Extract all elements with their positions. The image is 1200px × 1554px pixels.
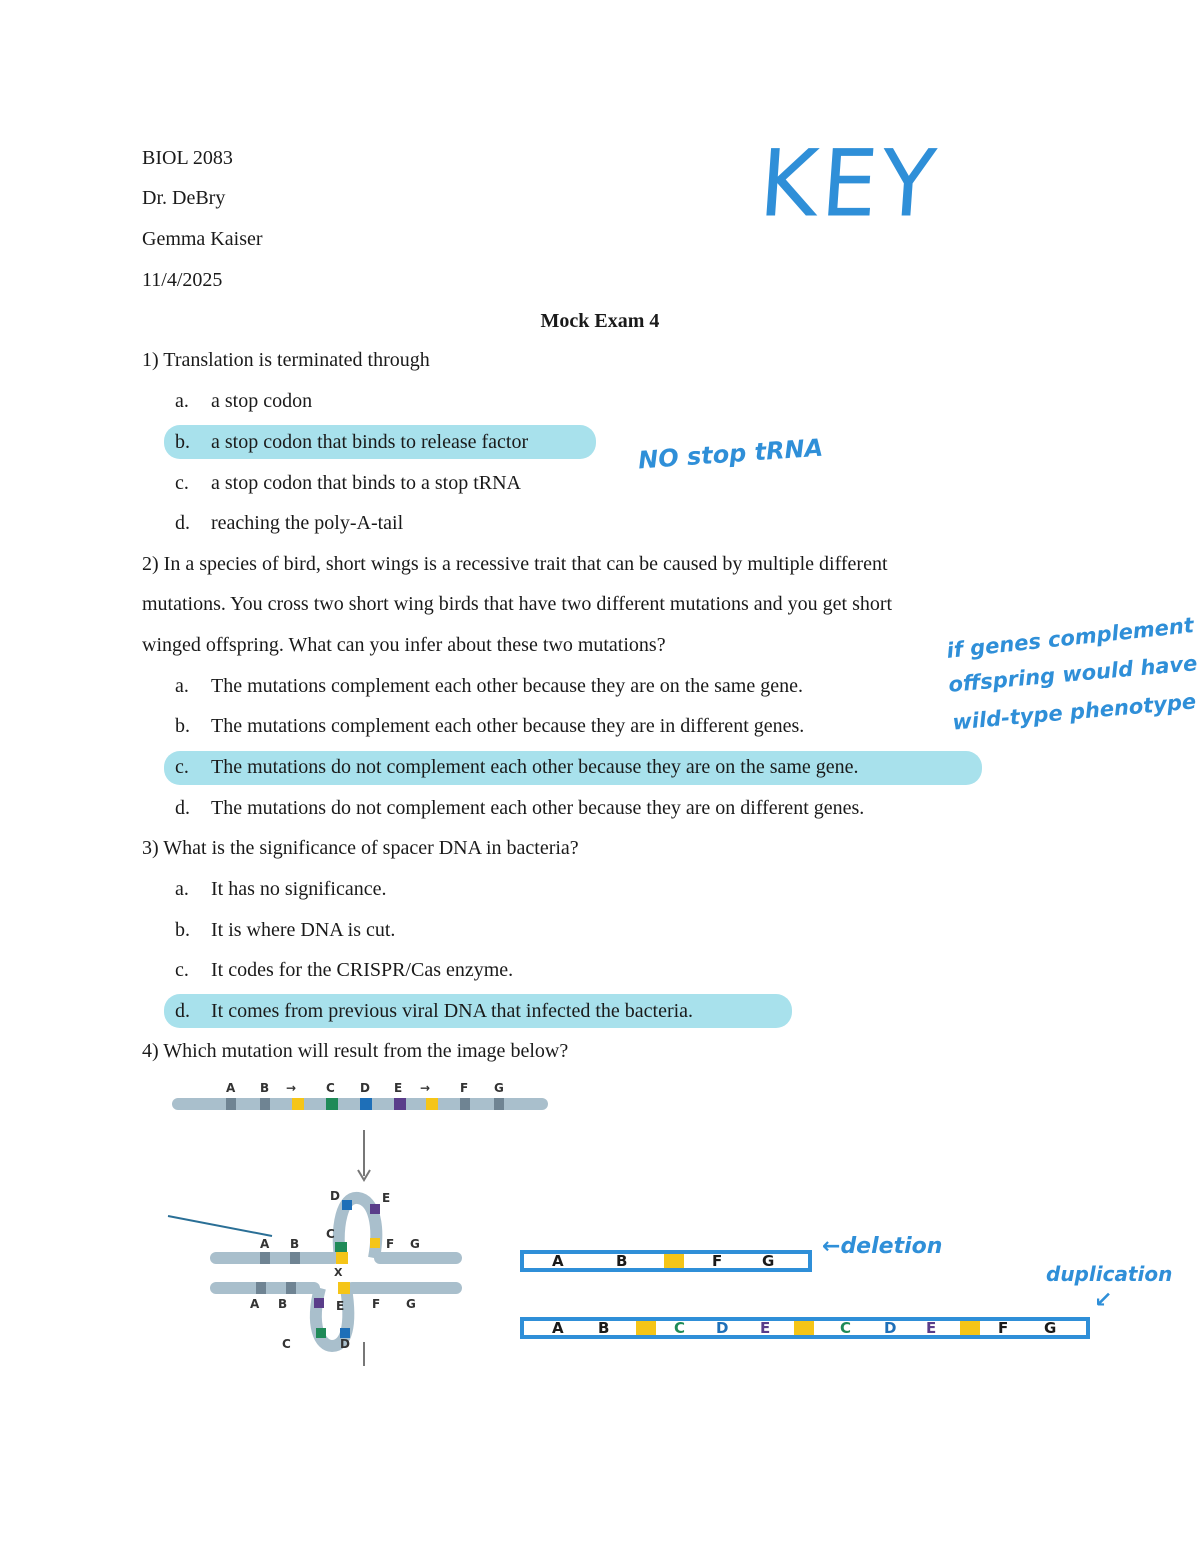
- upper-band-b: [290, 1252, 300, 1264]
- option-text: a stop codon that binds to a stop tRNA: [211, 472, 521, 494]
- dup-seg-a: A: [552, 1319, 564, 1337]
- lower-band-b: [286, 1282, 296, 1294]
- dup-yellow-2: [794, 1321, 814, 1335]
- question-2-prompt-line-3: winged offspring. What can you infer about these two mutations?: [142, 634, 666, 656]
- label-a: A: [226, 1081, 236, 1095]
- upper-label-b: B: [290, 1237, 300, 1251]
- crossover-x: X: [334, 1266, 343, 1279]
- question-2-prompt-line-2: mutations. You cross two short wing birds that have two different mutations and you get short: [142, 593, 893, 615]
- deletion-seg-a: A: [552, 1252, 564, 1270]
- duplication-label: duplication: [1046, 1262, 1173, 1286]
- deletion-seg-g: G: [762, 1252, 775, 1270]
- upper-label-e: E: [382, 1191, 391, 1205]
- option-text: The mutations do not complement each other because they are on different genes.: [211, 797, 865, 819]
- option-text: The mutations complement each other because they are in different genes.: [211, 715, 805, 737]
- option-letter: a.: [175, 390, 189, 412]
- question-2-prompt-line-1: 2) In a species of bird, short wings is a recessive trait that can be caused by multiple different: [142, 553, 888, 575]
- band-e: [394, 1098, 406, 1110]
- lower-chromosome-right: [346, 1282, 462, 1294]
- label-f: F: [460, 1081, 469, 1095]
- upper-label-g: G: [410, 1237, 420, 1251]
- option-text: It comes from previous viral DNA that infected the bacteria.: [211, 1000, 694, 1022]
- deletion-label-text: deletion: [840, 1234, 943, 1259]
- key-handwritten-mark: KEY: [756, 129, 943, 238]
- dup-seg-e2: E: [926, 1319, 937, 1337]
- lower-band-a: [256, 1282, 266, 1294]
- arrow-2-icon: →: [420, 1081, 431, 1095]
- dup-seg-g: G: [1044, 1319, 1057, 1337]
- q1-handwritten-note: NO stop tRNA: [637, 433, 825, 475]
- band-c: [326, 1098, 338, 1110]
- dup-seg-f: F: [998, 1319, 1009, 1337]
- option-letter: c.: [175, 959, 189, 981]
- option-text: reaching the poly-A-tail: [211, 512, 404, 534]
- option-letter: d.: [175, 1000, 190, 1022]
- option-letter: d.: [175, 797, 190, 819]
- lower-label-g: G: [406, 1297, 416, 1311]
- option-letter: b.: [175, 715, 190, 737]
- q2-handwritten-note-line-3: wild-type phenotype: [951, 689, 1198, 735]
- option-letter: b.: [175, 919, 190, 941]
- question-3-prompt: 3) What is the significance of spacer DNA in bacteria?: [142, 837, 579, 859]
- band-a: [226, 1098, 236, 1110]
- label-c: C: [326, 1081, 335, 1095]
- label-d: D: [360, 1081, 370, 1095]
- deletion-seg-f: F: [712, 1252, 723, 1270]
- option-letter: a.: [175, 878, 189, 900]
- upper-label-a: A: [260, 1237, 270, 1251]
- lower-label-d: D: [340, 1337, 350, 1351]
- option-letter: c.: [175, 472, 189, 494]
- option-text: The mutations do not complement each other because they are on the same gene.: [211, 756, 859, 778]
- deletion-seg-b: B: [616, 1252, 628, 1270]
- deletion-yellow-band: [664, 1254, 684, 1268]
- lower-label-f: F: [372, 1297, 381, 1311]
- label-g: G: [494, 1081, 504, 1095]
- duplication-arrow-icon: ↙: [1094, 1288, 1113, 1313]
- instructor-name: Dr. DeBry: [142, 187, 226, 209]
- deletion-label: ←deletion: [822, 1234, 943, 1259]
- q2-handwritten-note-line-1: if genes complement: [945, 613, 1195, 663]
- band-yellow-1: [292, 1098, 304, 1110]
- upper-label-f: F: [386, 1237, 395, 1251]
- exam-date: 11/4/2025: [142, 269, 223, 291]
- option-text: a stop codon that binds to release factor: [211, 431, 529, 453]
- upper-chromosome-left: [210, 1252, 340, 1264]
- band-yellow-2: [426, 1098, 438, 1110]
- lower-band-yellow: [338, 1282, 350, 1294]
- upper-band-e: [370, 1204, 380, 1214]
- duplication-strip: [520, 1317, 1090, 1339]
- dup-seg-d2: D: [884, 1319, 897, 1337]
- question-1-prompt: 1) Translation is terminated through: [142, 349, 430, 371]
- course-code: BIOL 2083: [142, 147, 233, 169]
- student-name: Gemma Kaiser: [142, 228, 263, 250]
- upper-band-yellow-2: [370, 1238, 380, 1248]
- upper-label-d: D: [330, 1189, 340, 1203]
- lower-label-e: E: [336, 1299, 345, 1313]
- dup-yellow-3: [960, 1321, 980, 1335]
- dup-seg-c1: C: [674, 1319, 686, 1337]
- label-e: E: [394, 1081, 403, 1095]
- lower-band-c: [316, 1328, 326, 1338]
- lower-band-e: [314, 1298, 324, 1308]
- upper-band-c: [335, 1242, 347, 1252]
- pointer-line: [168, 1216, 272, 1236]
- upper-chromosome-right: [374, 1252, 462, 1264]
- exam-title: Mock Exam 4: [540, 310, 660, 332]
- band-f: [460, 1098, 470, 1110]
- q2-handwritten-note-line-2: offspring would have: [947, 651, 1199, 697]
- upper-band-yellow: [336, 1252, 348, 1264]
- label-b: B: [260, 1081, 270, 1095]
- band-g: [494, 1098, 504, 1110]
- option-text: It has no significance.: [211, 878, 387, 900]
- deletion-strip: [520, 1250, 812, 1272]
- band-b: [260, 1098, 270, 1110]
- option-text: It codes for the CRISPR/Cas enzyme.: [211, 959, 514, 981]
- dup-yellow-1: [636, 1321, 656, 1335]
- upper-band-d: [342, 1200, 352, 1210]
- option-letter: c.: [175, 756, 189, 778]
- band-d: [360, 1098, 372, 1110]
- option-text: The mutations complement each other because they are on the same gene.: [211, 675, 803, 697]
- dup-seg-c2: C: [840, 1319, 852, 1337]
- dup-seg-b: B: [598, 1319, 610, 1337]
- option-letter: b.: [175, 431, 190, 453]
- option-text: a stop codon: [211, 390, 313, 412]
- dup-seg-d1: D: [716, 1319, 729, 1337]
- lower-label-b: B: [278, 1297, 288, 1311]
- lower-label-c: C: [282, 1337, 291, 1351]
- arrow-1-icon: →: [286, 1081, 297, 1095]
- dup-seg-e1: E: [760, 1319, 771, 1337]
- question-4-prompt: 4) Which mutation will result from the image below?: [142, 1040, 569, 1062]
- option-text: It is where DNA is cut.: [211, 919, 396, 941]
- option-letter: a.: [175, 675, 189, 697]
- upper-band-a: [260, 1252, 270, 1264]
- upper-label-c: C: [326, 1227, 335, 1241]
- option-letter: d.: [175, 512, 190, 534]
- lower-label-a: A: [250, 1297, 260, 1311]
- unequal-crossover-figure: [160, 1076, 560, 1376]
